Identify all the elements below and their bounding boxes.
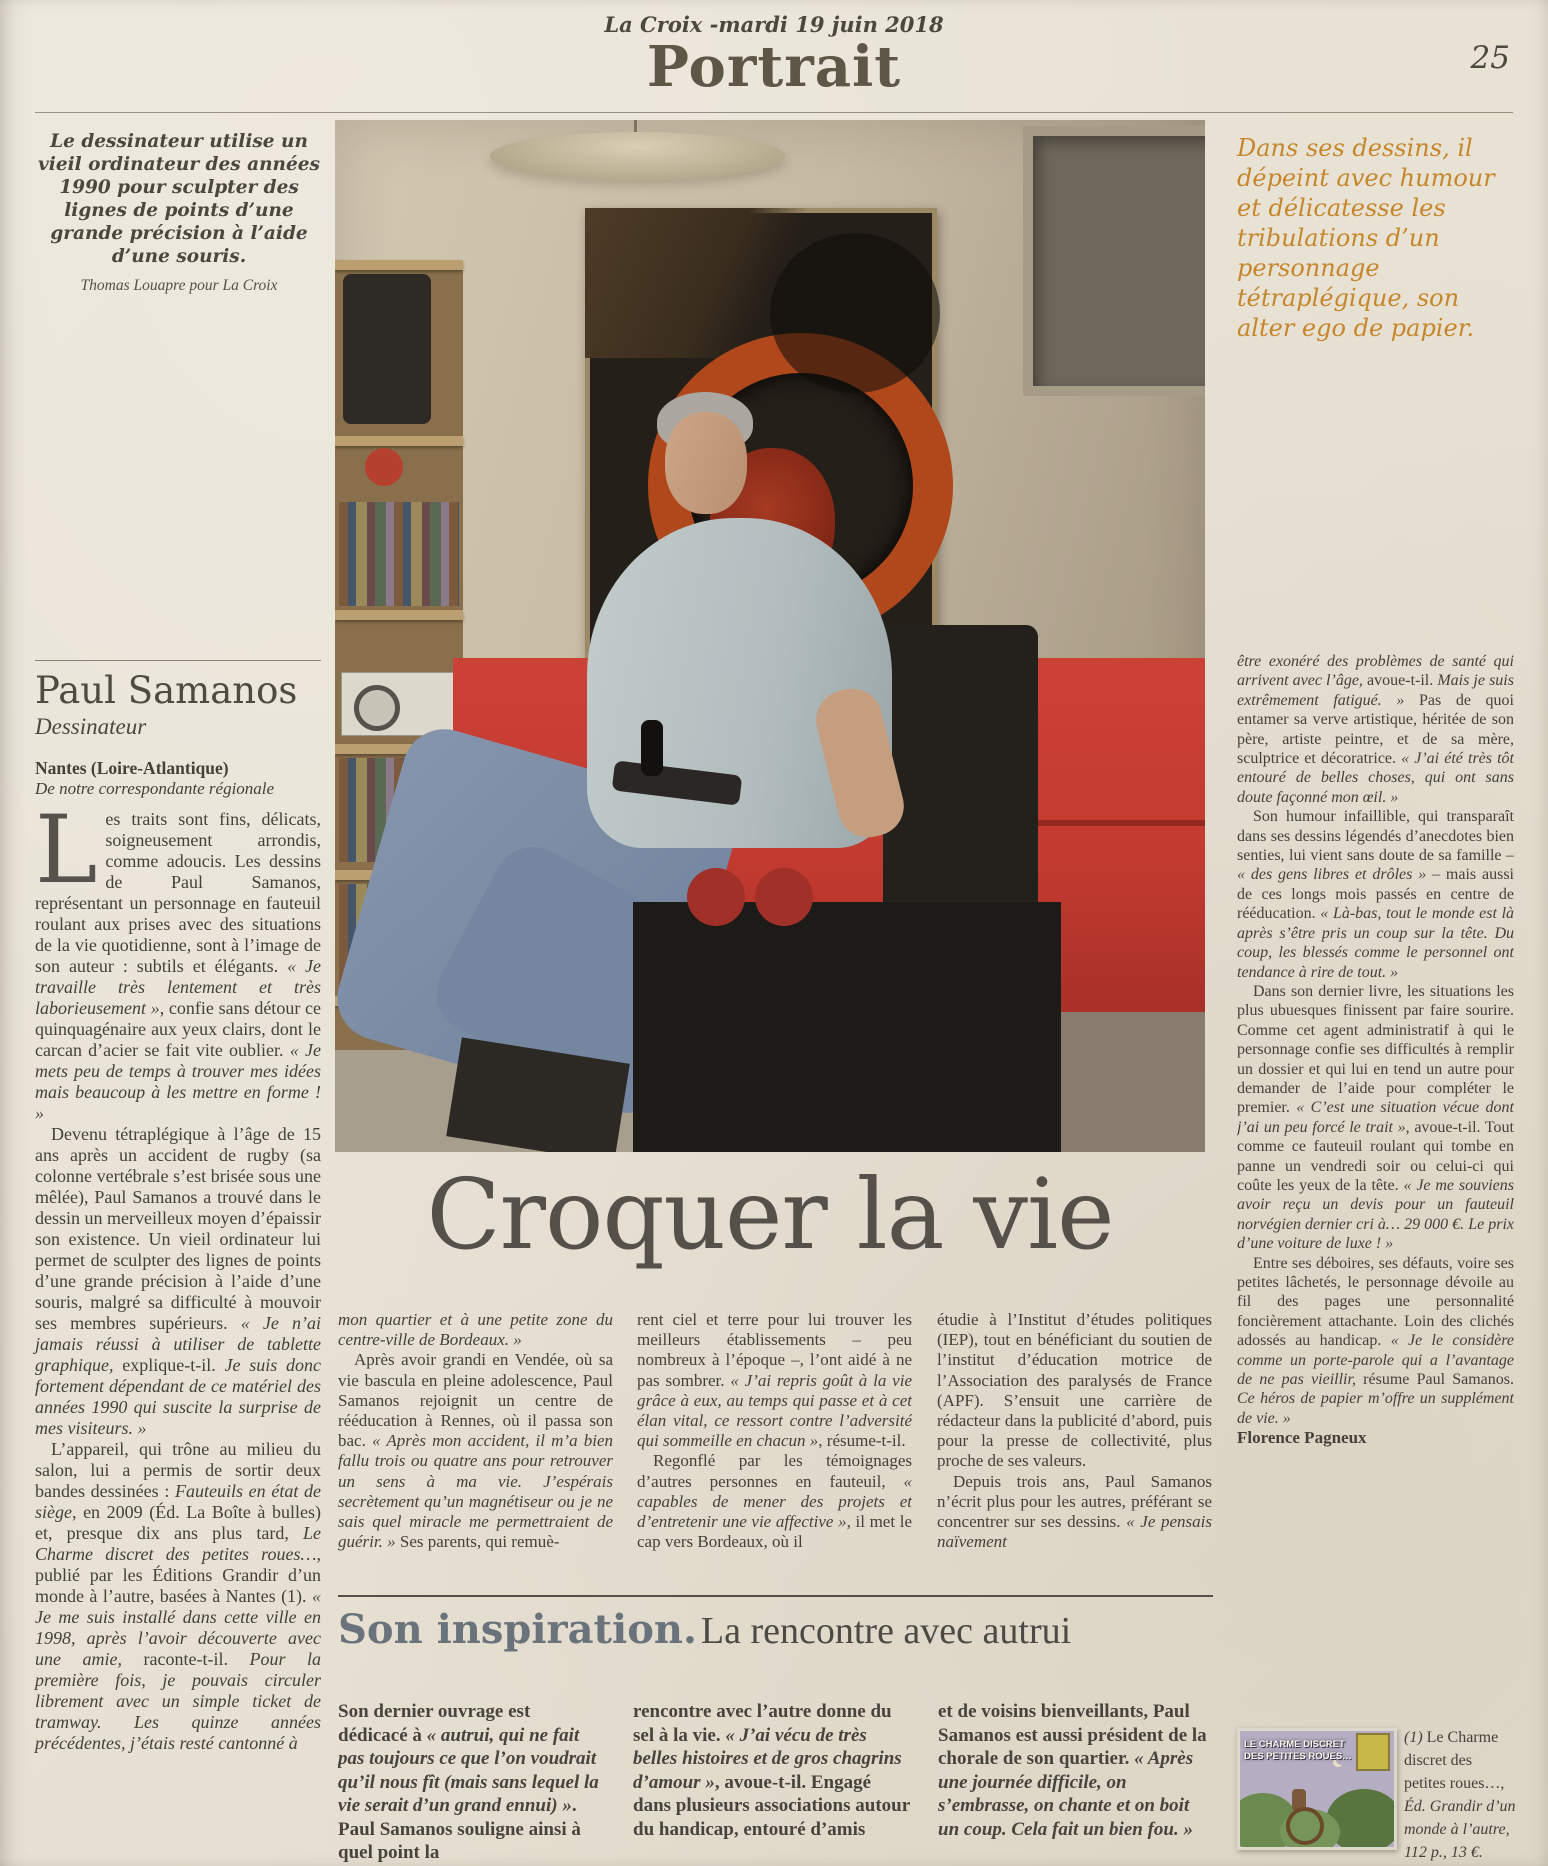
wheelchair-red-detail xyxy=(755,868,813,926)
article-paragraph: Après avoir grandi en Vendée, où sa vie bascula en pleine adolescence, Paul Samanos rejoignit un centre de rééducation à Rennes, où il passa son bac. « Après mon accident, il m’a bien fallu trois ou quatre ans pour retrouver un sens à ma vie. J’espérais secrètement qu’un magnétiseur ou je ne sais quel miracle me permettraient de guérir. » Ses parents, qui remuè- xyxy=(338,1350,613,1552)
drop-cap: L xyxy=(35,796,98,905)
article-paragraph: être exonéré des problèmes de santé qui arrivent avec l’âge, avoue-t-il. Mais je suis extrêmement fatigué. » Pas de quoi entamer sa verve artistique, héritée de son père, artiste peintre, et de sa mère, sculptrice et décoratrice. « J’ai été très tôt entouré de belles choses, qui ont sans doute façonné mon œil. » xyxy=(1237,653,1514,806)
inspiration-heading xyxy=(338,1606,1238,1653)
photo-caption xyxy=(38,130,320,295)
article-paragraph: Devenu tétraplégique à l’âge de 15 ans après un accident de rugby (sa colonne vertébrale s’est brisée sous une mêlée), Paul Samanos a trouvé dans le dessin un merveilleux moyen d’épaissir son existence. Un vieil ordinateur lui permet de sculpter des lignes de points d’une grande précision à l’aide d’une souris, malgré sa difficulté à mouvoir ses membres supérieurs. « Je n’ai jamais réussi à utiliser de tablette graphique, explique-t-il. Je suis donc fortement dépendant de ce matériel des années 1990 qui suscite la surprise de mes visiteurs. » xyxy=(35,1124,321,1438)
inspiration-rule xyxy=(338,1595,1213,1597)
book-cover-title: LE CHARME DISCRET DES PETITES ROUES… xyxy=(1244,1739,1352,1762)
book-cover-wheel xyxy=(1286,1807,1324,1845)
inspiration-column-3 xyxy=(938,1700,1215,1864)
article-paragraph: rent ciel et terre pour lui trouver les meilleurs établissements – peu nombreux à l’époque –, l’ont aidé à ne pas sombrer. « J’ai repris goût à la vie grâce à eux, au temps qui passe et à cet élan vital, ce ressort contre l’adversité qui sommeille en chacun », résume-t-il. xyxy=(637,1310,912,1451)
article-paragraph: L’appareil, qui trône au milieu du salon, lui a permis de sortir deux bandes dessinées : Fauteuils en état de siège, en 2009 (Éd. La Boîte à bulles) et, presque dix ans plus tard, Le Charme discret des petites roues…, publié par les Éditions Grandir d’un monde à l’autre, basées à Nantes (1). « Je me suis installé dans cette ville en 1998, après l’avoir découverte avec une amie, raconte-t-il. Pour la première fois, je pouvais circuler librement avec un simple ticket de tramway. Les quinze années précédentes, j’étais resté cantonné à xyxy=(35,1439,321,1753)
article-paragraph: Entre ses déboires, ses défauts, voire ses petites lâchetés, le personnage dévoile au fil des pages une personnalité foncièrement attachante. Loin des clichés adossés au handicap. « Je le considère comme un porte-parole qui a l’avantage de ne pas vieillir, résume Paul Samanos. Ce héros de papier m’offre un supplément de vie. » xyxy=(1237,1254,1514,1427)
photo-credit: Thomas Louapre pour La Croix xyxy=(80,277,278,294)
wall-mirror xyxy=(1023,126,1205,396)
wheelchair-base xyxy=(633,902,1061,1152)
publication-date: La Croix -mardi 19 juin 2018 xyxy=(604,12,944,37)
article-author: Florence Pagneux xyxy=(1237,1428,1367,1448)
photo-caption-text: Le dessinateur utilise un vieil ordinateur des années 1990 pour sculpter des lignes de points d’une grande précision à l’aide d’une souris. xyxy=(38,131,320,267)
book-cover-thumbnail xyxy=(1237,1728,1397,1850)
article-paragraph: étudie à l’Institut d’études politiques (IEP), tout en bénéficiant du soutien de l’institut d’éducation motrice de l’Association des paralysés de France (APF). S’ensuit une carrière de rédacteur dans la publicité d’abord, puis pour la presse de collectivité, plus proche de ses valeurs. xyxy=(937,1310,1212,1471)
red-object xyxy=(365,448,403,486)
inspiration-paragraph: et de voisins bienveillants, Paul Samanos est aussi président de la chorale de son quartier. « Après une journée difficile, on s’embrasse, on chante et on boit un coup. Cela fait un bien fou. » xyxy=(938,1701,1207,1840)
article-column-3 xyxy=(637,1310,912,1592)
book-reference: (1) Le Charme discret des petites roues…, Éd. Grandir d’un monde à l’autre, 112 p., 13 €. xyxy=(1404,1729,1516,1861)
hifi-player xyxy=(341,672,457,736)
dateline: Nantes (Loire-Atlantique) xyxy=(35,758,229,778)
inspiration-paragraph: Son dernier ouvrage est dédicacé à « autrui, qui ne fait pas toujours ce que l’on voudrait qu’il nous fît (mais sans lequel la vie serait d’un grand ennui) ». Paul Samanos souligne ainsi à quel point la xyxy=(338,1701,599,1863)
inspiration-paragraph: rencontre avec l’autre donne du sel à la vie. « J’ai vécu de très belles histoires et de gros chagrins d’amour », avoue-t-il. Engagé dans plusieurs associations autour du handicap, entouré d’amis xyxy=(633,1701,910,1840)
article-paragraph: Dans son dernier livre, les situations les plus ubuesques finissent par faire sourire. Comme cet agent administratif à qui le personnage confie ses difficultés à remplir un dossier et qui lui en tend un autre pour demander de l’aide pour compléter le premier. « C’est une situation vécue dont j’ai un peu forcé le trait », avoue-t-il. Tout comme ce fauteuil roulant qui tombe en panne un vendredi soir ou celui-ci qui coûte les yeux de la tête. « Je me souviens avoir reçu un devis pour un fauteuil norvégien dernier cri à… 29 000 €. Le prix d’une voiture de luxe ! » xyxy=(1237,982,1514,1253)
article-paragraph: Depuis trois ans, Paul Samanos n’écrit plus pour les autres, préférant se concentrer sur ses dessins. « Je pensais naïvement xyxy=(937,1471,1212,1552)
section-title: Portrait xyxy=(646,34,902,100)
article-paragraph: mon quartier et à une petite zone du centre-ville de Bordeaux. » xyxy=(338,1310,613,1350)
ceiling-lamp xyxy=(490,132,785,180)
header-rule xyxy=(35,112,1513,113)
subject-role: Dessinateur xyxy=(35,714,147,739)
inspiration-column-1 xyxy=(338,1700,602,1864)
portrait-photo xyxy=(335,120,1205,1152)
man-face xyxy=(665,412,747,514)
book-cover-window xyxy=(1356,1733,1390,1771)
correspondent-line: De notre correspondante régionale xyxy=(35,779,275,798)
article-paragraph: Son humour infaillible, qui transparaît dans ses dessins légendés d’anecdotes bien senties, lui vient sans doute de sa famille – « des gens libres et drôles » – mais aussi de ces longs mois passés en centre de rééducation. « Là-bas, tout le monde est là après s’être pris un coup sur la tête. Du coup, les blessés comme le personnel ont tendance à rire de tout. » xyxy=(1237,808,1514,981)
page-number: 25 xyxy=(1470,40,1510,76)
inspiration-label: Son inspiration. xyxy=(338,1606,697,1653)
wheelchair-red-detail xyxy=(687,868,745,926)
article-left-column xyxy=(35,660,321,1754)
subject-name: Paul Samanos xyxy=(35,669,298,712)
inspiration-column-2 xyxy=(633,1700,910,1864)
article-paragraph: Les traits sont fins, délicats, soigneusement arrondis, comme adoucis. Les dessins de Paul Samanos, représentant un personnage en fauteuil roulant aux prises avec des situations de la vie quotidienne, sont à l’image de son auteur : subtils et élégants. « Je travaille très lentement et très laborieusement », confie sans détour ce quinquagénaire aux yeux clairs, dont le carcan d’acier se fait vite oublier. « Je mets peu de temps à trouver mes idées mais beaucoup à les mettre en forme ! » xyxy=(35,796,322,1123)
article-column-2 xyxy=(338,1310,613,1592)
inspiration-title: La rencontre avec autrui xyxy=(700,1610,1072,1652)
article-right-column xyxy=(1237,652,1514,1657)
pull-quote: Dans ses dessins, il dépeint avec humour et délicatesse les tribulations d’un personnage tétraplégique, son alter ego de papier. xyxy=(1237,134,1495,342)
wheelchair-joystick xyxy=(641,720,663,776)
article-column-4 xyxy=(937,1310,1212,1592)
article-headline: Croquer la vie xyxy=(426,1158,1114,1271)
article-paragraph: Regonflé par les témoignages d’autres personnes en fauteuil, « capables de mener des projets et d’entretenir une vie affective », il met le cap vers Bordeaux, où il xyxy=(637,1451,912,1552)
speaker xyxy=(343,274,431,424)
